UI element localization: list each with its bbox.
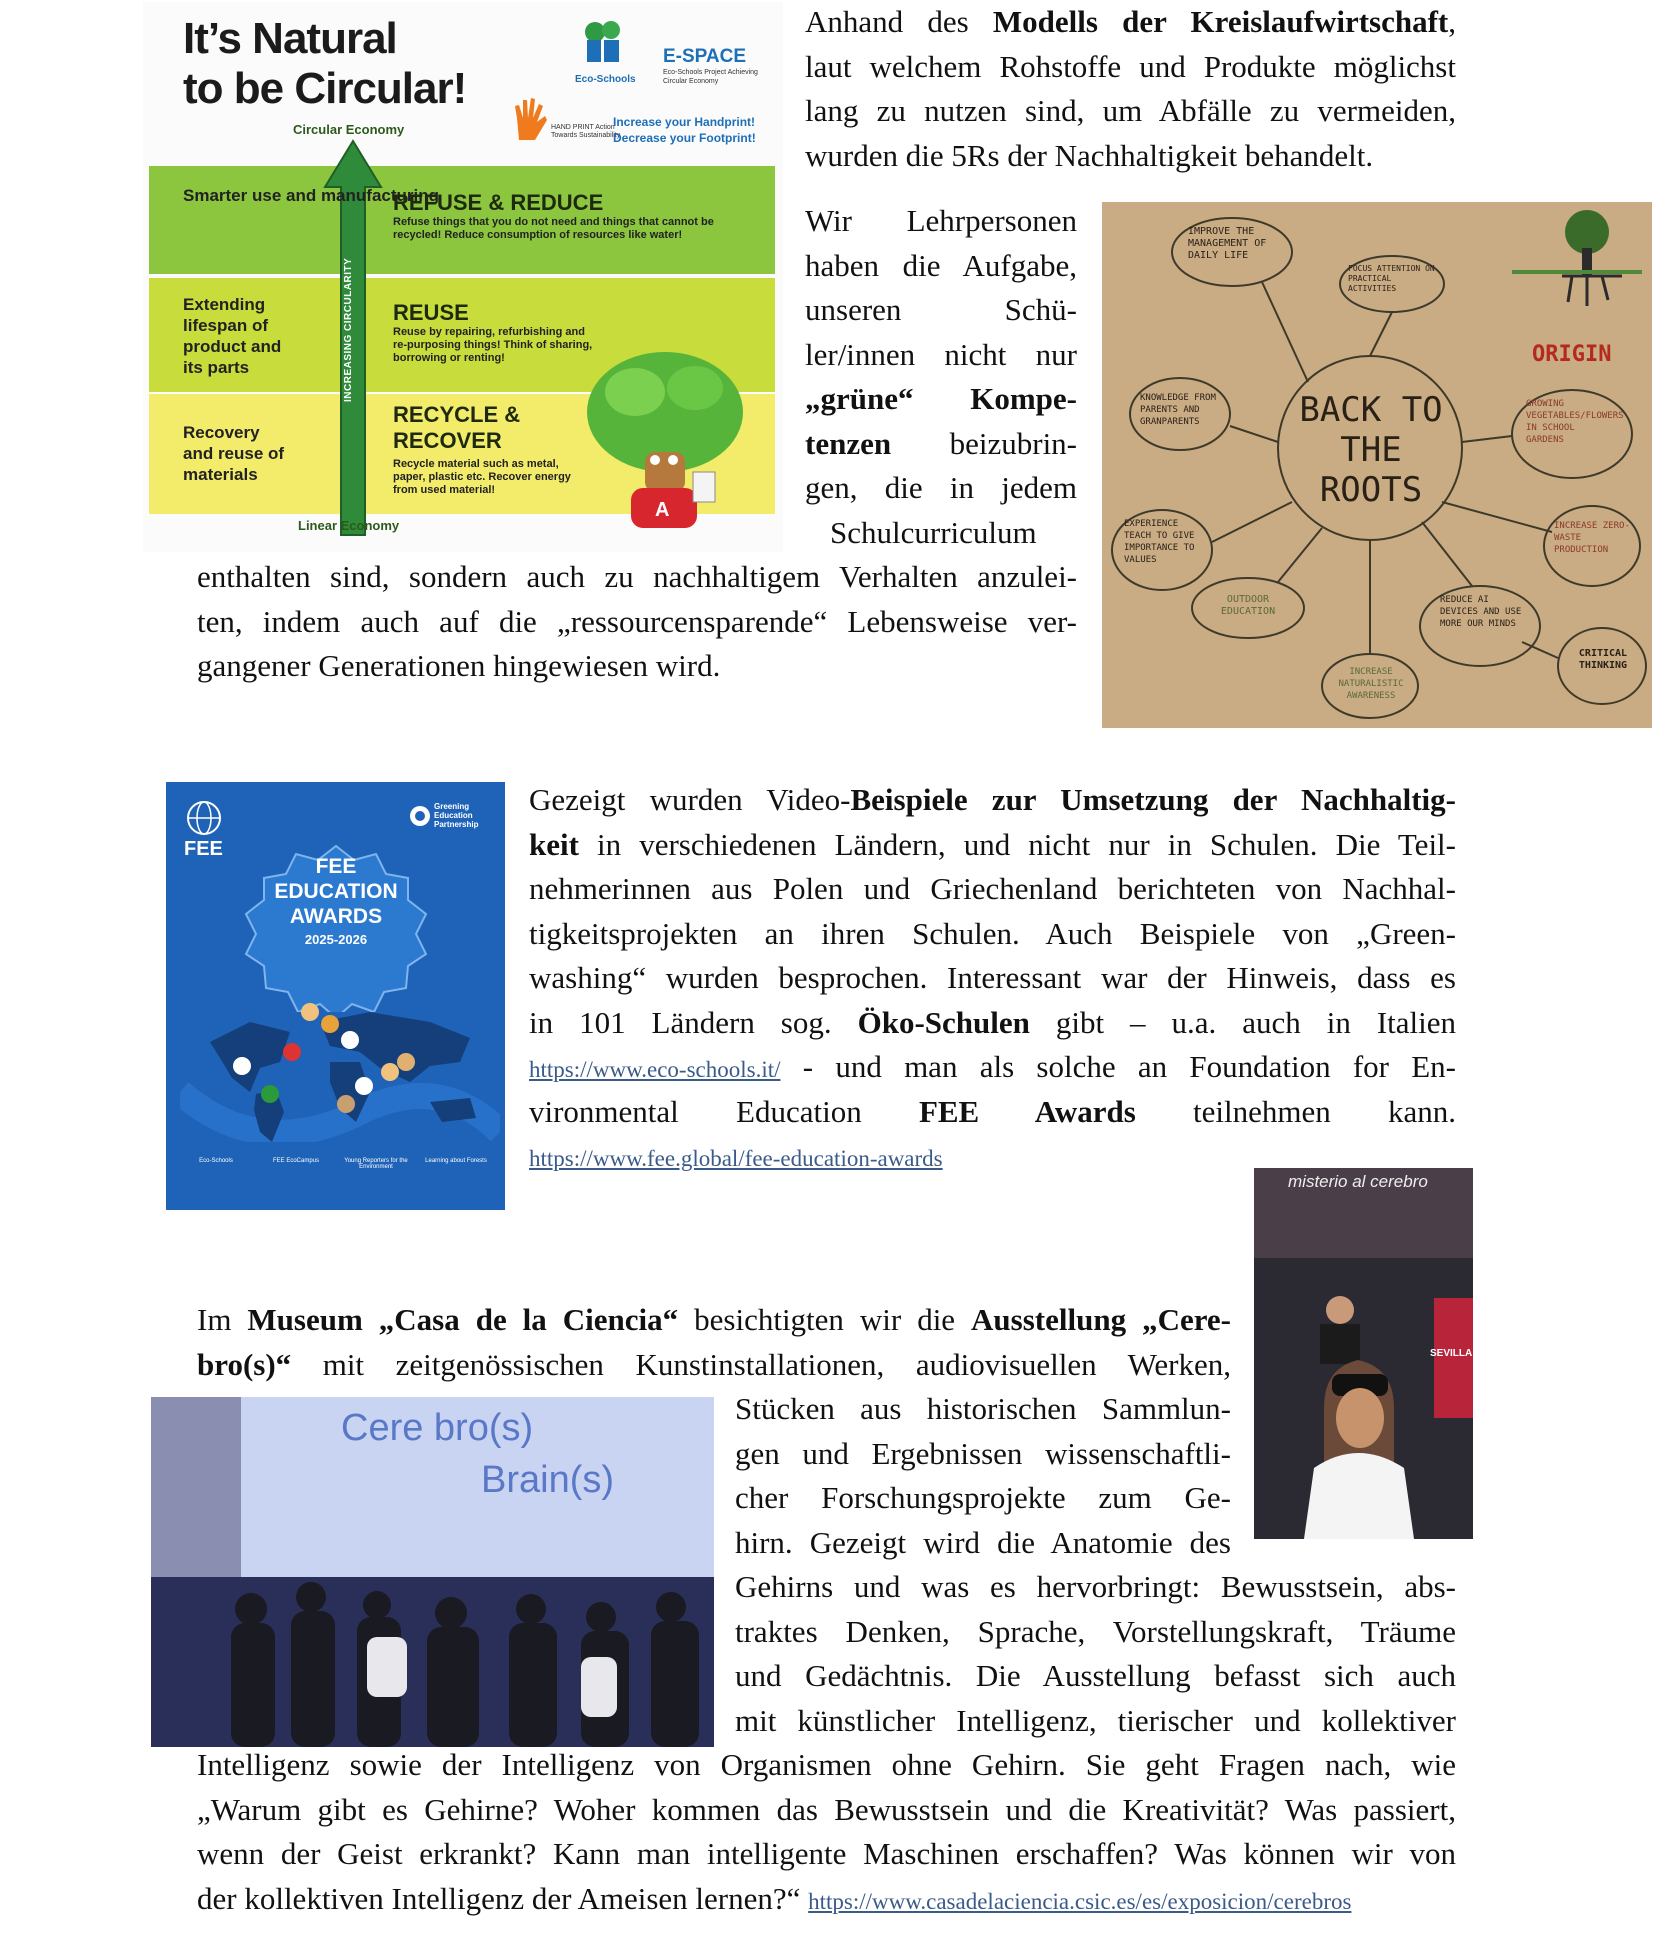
- roots-origin: ORIGIN: [1532, 342, 1612, 367]
- handprint-icon: [511, 96, 551, 144]
- linear-economy-label: Linear Economy: [298, 518, 400, 533]
- roots-node-6: INCREASE ZERO-WASTE PRODUCTION: [1554, 521, 1630, 555]
- tree-mascot-icon: [575, 342, 755, 542]
- roots-node-2: FOCUS ATTENTION ON PRACTICAL ACTIVITIES: [1348, 264, 1435, 293]
- back-to-the-roots-poster: [1102, 202, 1652, 728]
- eco-schools-logo: [573, 18, 643, 68]
- roots-node-1: IMPROVE THE MANAGEMENT OF DAILY LIFE: [1188, 226, 1267, 261]
- gep-icon: [408, 804, 432, 828]
- cerebro-banner-2: Brain(s): [481, 1459, 615, 1501]
- cerebro-visitors: [151, 1397, 714, 1747]
- espace-label: E-SPACE: [663, 46, 747, 67]
- roots-node-8: REDUCE AI DEVICES AND USE MORE OUR MINDS: [1440, 595, 1522, 629]
- award-title: FEE EDUCATION AWARDS: [274, 855, 398, 928]
- paragraph-museum-wrap-a: Stücken aus historischen Sammlun- gen und Ergebnissen wissenschaftli- cher Forschungsprojekte zum Ge- hirn. Gezeigt wird die Anatomie des: [735, 1391, 1231, 1560]
- handprint-slogan: Increase your Handprint! Decrease your Footprint!: [613, 115, 756, 145]
- link-fee-awards[interactable]: https://www.fee.global/fee-education-awards: [529, 1146, 943, 1171]
- paragraph-teachers-continued: enthalten sind, sondern auch zu nachhaltigem Verhalten anzulei- ten, indem auch auf die „ressourcensparende“ Lebensweise ver- gangener Generationen hingewiesen wird.: [197, 559, 1077, 683]
- link-eco-schools[interactable]: https://www.eco-schools.it/: [529, 1057, 781, 1082]
- arrow-label: INCREASING CIRCULARITY: [343, 257, 354, 402]
- circular-economy-poster: [143, 2, 783, 552]
- row1-left: Smarter use and manufacturing: [183, 186, 440, 205]
- row1-head: REFUSE & REDUCE: [393, 190, 604, 215]
- roots-node-10: INCREASE NATURALISTIC AWARENESS: [1338, 667, 1404, 701]
- world-map: [180, 982, 500, 1142]
- tree-icon: [1512, 210, 1642, 306]
- circular-economy-label: Circular Economy: [293, 122, 405, 137]
- row2-sub: Reuse by repairing, refurbishing and re-purposing things! Think of sharing, borrowing or renting!: [393, 326, 593, 364]
- vr-person: [1254, 1168, 1473, 1539]
- paragraph-museum-wrap-b: Gehirns und was es hervorbringt: Bewusstsein, abs- traktes Denken, Sprache, Vorstellungskraft, Träume und Gedächtnis. Die Ausstellung befasst sich auch mit künstlicher Intelligenz, tierischer und kollektiver: [735, 1569, 1456, 1738]
- paragraph-circular-economy: Anhand des Modells der Kreislaufwirtschaft, laut welchem Rohstoffe und Produkte möglichst lang zu nutzen sind, um Abfälle zu vermeiden, wurden die 5Rs der Nachhaltigkeit behandelt.: [805, 4, 1456, 173]
- paragraph-teachers: Wir Lehrpersonen haben die Aufgabe, unseren Schü- ler/innen nicht nur „grüne“ Kompe- tenzen beizubrin- gen, die in jedem Schulcurriculum: [805, 203, 1077, 550]
- fee-footer-programmes: Eco-Schools FEE EcoCampus Young Reporters for the Environment Learning about Forests: [199, 1158, 487, 1170]
- row3-left: Recovery and reuse of materials: [183, 423, 285, 484]
- roots-node-9: CRITICAL THINKING: [1578, 648, 1628, 671]
- vr-banner: misterio al cerebro: [1288, 1172, 1428, 1191]
- poster-title: It’s Natural to be Circular!: [183, 14, 467, 113]
- fee-globe-icon: [184, 798, 224, 838]
- handprint-label: HAND PRINT Action Towards Sustainability: [551, 124, 621, 139]
- roots-node-3: KNOWLEDGE FROM PARENTS AND GRANPARENTS: [1140, 393, 1216, 427]
- paragraph-museum: Im Museum „Casa de la Ciencia“ besichtigten wir die Ausstellung „Cere- bro(s)“ mit zeitgenössischen Kunstinstallationen, audiovisuellen Werken,: [197, 1302, 1231, 1382]
- espace-sub: Eco-Schools Project Achieving Circular Economy: [663, 69, 758, 85]
- award-year: 2025-2026: [304, 932, 368, 947]
- row1-sub: Refuse things that you do not need and things that cannot be recycled! Reduce consumption of resources like water!: [393, 216, 714, 241]
- roots-node-7: OUTDOOR EDUCATION: [1220, 594, 1276, 617]
- paragraph-video-examples: Gezeigt wurden Video-Beispiele zur Umsetzung der Nachhaltig- keit in verschiedenen Ländern, und nicht nur in Schulen. Die Teil- nehmerinnen aus Polen und Griechenland berichteten von Nachhal- tigkeitsprojekten an ihren Schulen. Auch Beispiele von „Green- washing“ wurden besprochen. Interessant war der Hinweis, dass es in 101 Ländern sog. Öko-Schulen gibt – u.a. auch in Italien https://www.eco-schools.it/ - und man als solche an Foundation for En- vironmental Education FEE Awards teilnehmen kann. https://www.fee.global/fee-education-awards: [529, 782, 1456, 1171]
- eco-schools-label: Eco-Schools: [575, 74, 636, 85]
- photo-vr-visitor: [1254, 1168, 1473, 1539]
- cerebro-banner-1: Cere bro(s): [341, 1407, 534, 1449]
- roots-center: BACK TO THE ROOTS: [1299, 390, 1443, 510]
- link-casa-de-la-ciencia[interactable]: https://www.casadelaciencia.csic.es/es/exposicion/cerebros: [808, 1888, 1352, 1914]
- row3-head: RECYCLE & RECOVER: [393, 402, 521, 453]
- gep-label: Greening Education Partnership: [434, 802, 479, 829]
- photo-cerebros-exhibition: [151, 1397, 714, 1747]
- roots-node-5: EXPERIENCE TEACH TO GIVE IMPORTANCE TO VALUES: [1124, 519, 1195, 565]
- row2-head: REUSE: [393, 300, 469, 325]
- row2-left: Extending lifespan of product and its parts: [183, 295, 282, 377]
- fee-education-awards-poster: [166, 782, 505, 1210]
- vr-sign: SEVILLA: [1430, 1348, 1473, 1359]
- svg-text:A: A: [655, 499, 670, 521]
- paragraph-museum-end: Intelligenz sowie der Intelligenz von Organismen ohne Gehirn. Sie geht Fragen nach, wie „Warum gibt es Gehirne? Woher kommen das Bewusstsein und die Kreativität? Was passiert, wenn der Geist erkrankt? Kann man intelligente Maschinen erschaffen? Was können wir von der kollektiven Intelligenz der Ameisen lernen?“ https://www.casadelaciencia.csic.es/es/exposicion/cerebros: [197, 1747, 1456, 1916]
- fee-label: FEE: [184, 838, 223, 860]
- roots-node-4: GROWING VEGETABLES/FLOWERS IN SCHOOL GARDENS: [1526, 399, 1624, 445]
- row3-sub: Recycle material such as metal, paper, plastic etc. Recover energy from used material!: [393, 458, 571, 496]
